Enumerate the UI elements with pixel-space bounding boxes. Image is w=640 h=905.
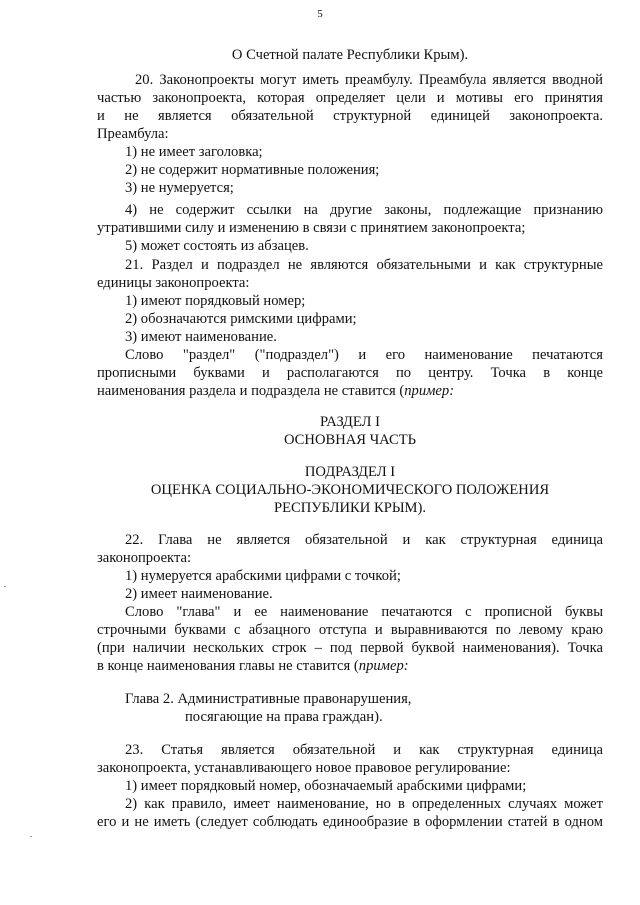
text-line: 20. Законопроекты могут иметь преамбулу. Преамбула является вводной <box>135 72 603 88</box>
text-line: 3) имеют наименование. <box>125 329 277 345</box>
text-line: 3) не нумеруется; <box>125 180 234 196</box>
page-number: 5 <box>317 8 323 20</box>
text-line: 4) не содержит ссылки на другие законы, подлежащие признанию <box>125 202 603 218</box>
example-marker: пример: <box>358 658 409 674</box>
text-line: Слово "раздел" ("подраздел") и его наименование печатаются <box>125 347 603 363</box>
text-line: Слово "глава" и ее наименование печатаются с прописной буквы <box>125 604 603 620</box>
text-line: единицы законопроекта: <box>97 275 250 291</box>
text-line: 2) имеет наименование. <box>125 586 273 602</box>
scan-speck <box>4 586 6 587</box>
text-run: наименования раздела и подраздела не ставится ( <box>97 383 405 399</box>
text-line: 2) обозначаются римскими цифрами; <box>125 311 357 327</box>
text-line: строчными буквами с абзацного отступа и выравниваются по левому краю <box>97 622 603 638</box>
text-line: и не является обязательной структурной единицей законопроекта. <box>97 108 603 124</box>
text-line: 22. Глава не является обязательной и как структурная единица <box>125 532 603 548</box>
text-line: прописными буквами и располагаются по центру. Точка в конце <box>97 365 603 381</box>
text-line <box>97 657 603 675</box>
subsection-title: РЕСПУБЛИКИ КРЫМ). <box>273 500 427 516</box>
text-run: в конце наименования главы не ставится ( <box>97 658 359 674</box>
text-line: О Счетной палате Республики Крым). <box>231 47 469 63</box>
example-marker: пример: <box>404 383 455 399</box>
section-title: ОСНОВНАЯ ЧАСТЬ <box>283 432 417 448</box>
section-heading: РАЗДЕЛ I <box>320 414 380 430</box>
text-line: утратившими силу и изменению в связи с принятием законопроекта; <box>97 220 526 236</box>
text-line: 2) не содержит нормативные положения; <box>125 162 380 178</box>
chapter-heading: посягающие на права граждан). <box>185 709 383 725</box>
text-line <box>97 382 603 400</box>
text-line: его и не иметь (следует соблюдать единообразие в оформлении статей в одном <box>97 814 603 830</box>
text-line: 2) как правило, имеет наименование, но в определенных случаях может <box>125 796 603 812</box>
text-line: 1) имеет порядковый номер, обозначаемый арабскими цифрами; <box>125 778 527 794</box>
text-line: законопроекта: <box>97 550 192 566</box>
text-line: законопроекта, устанавливающего новое правовое регулирование: <box>97 760 511 776</box>
text-line: Преамбула: <box>97 126 169 142</box>
text-line: 1) имеют порядковый номер; <box>125 293 306 309</box>
scan-speck <box>30 836 32 837</box>
chapter-heading: Глава 2. Административные правонарушения, <box>125 691 412 707</box>
text-line: 1) нумеруется арабскими цифрами с точкой; <box>125 568 401 584</box>
text-line: частью законопроекта, которая определяет цели и мотивы его принятия <box>97 90 603 106</box>
text-line: 5) может состоять из абзацев. <box>125 238 309 254</box>
text-line: (при наличии нескольких строк – под первой буквой наименования). Точка <box>97 640 603 656</box>
text-line: 1) не имеет заголовка; <box>125 144 263 160</box>
text-line: 23. Статья является обязательной и как структурная единица <box>125 742 603 758</box>
text-line: 21. Раздел и подраздел не являются обязательными и как структурные <box>125 257 603 273</box>
subsection-heading: ПОДРАЗДЕЛ I <box>304 464 396 480</box>
subsection-title: ОЦЕНКА СОЦИАЛЬНО-ЭКОНОМИЧЕСКОГО ПОЛОЖЕНИЯ <box>150 482 550 498</box>
